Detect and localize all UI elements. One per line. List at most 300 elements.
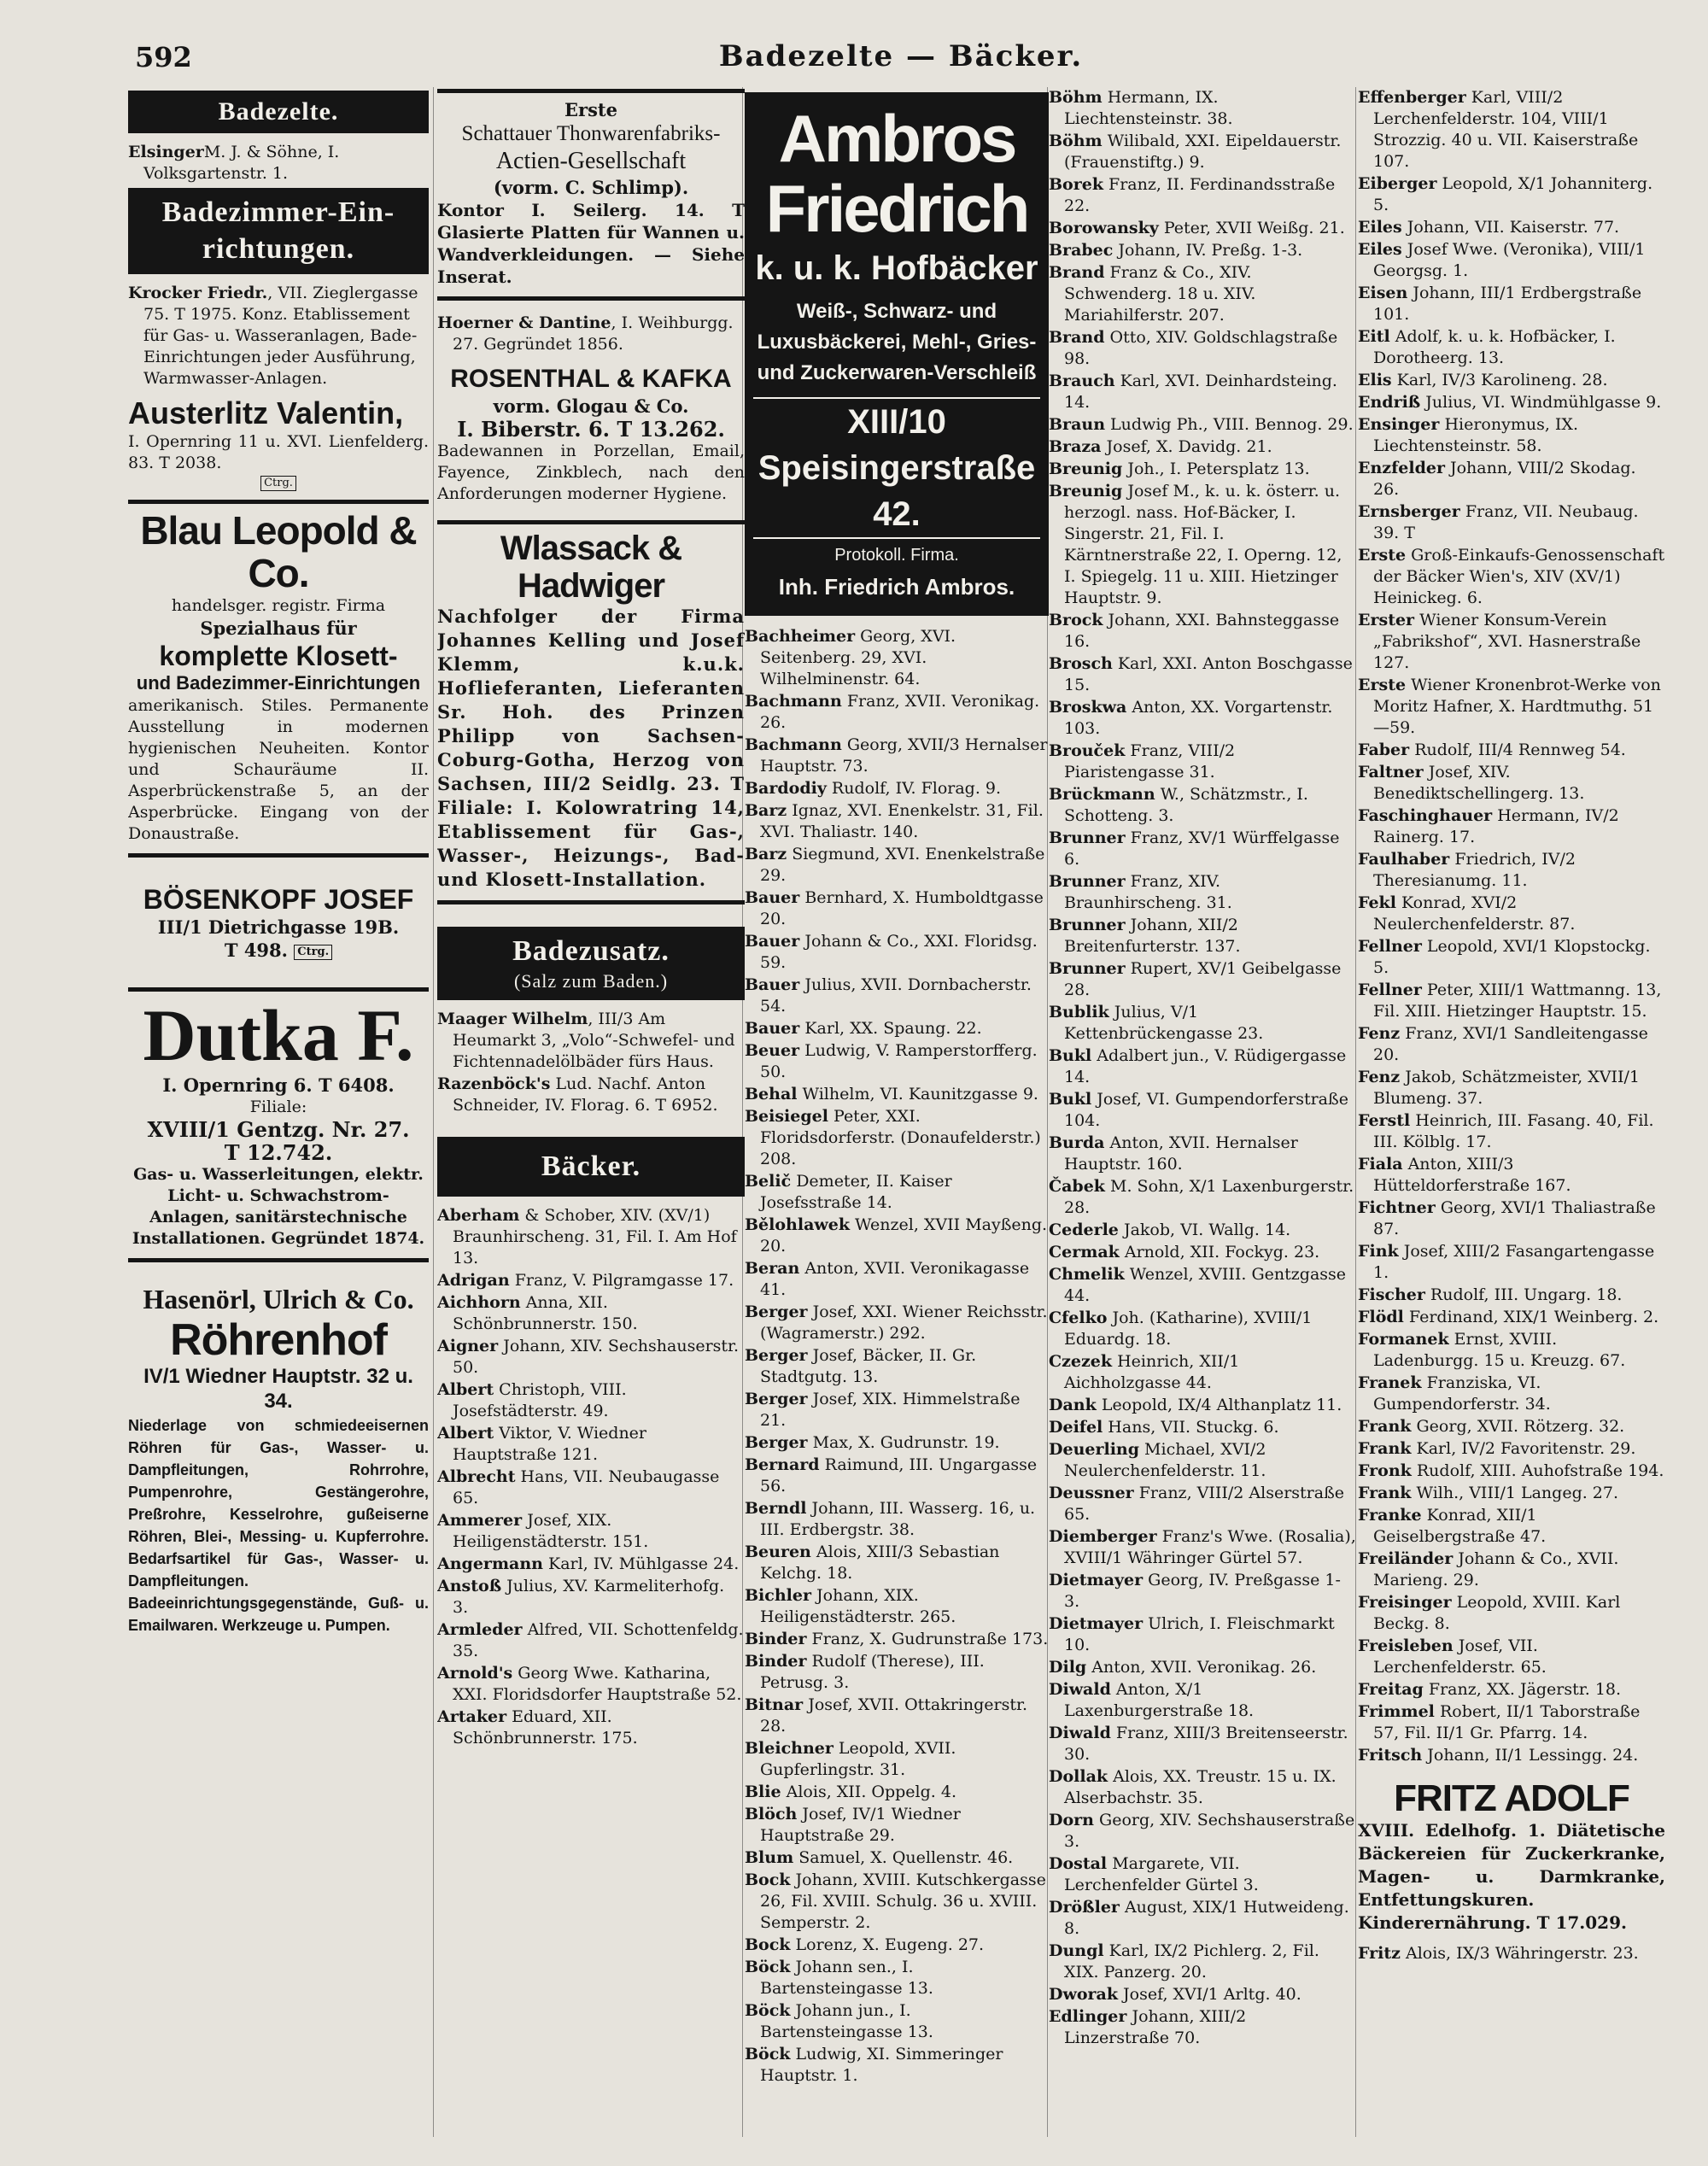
list-item	[1049, 784, 1356, 827]
entry-text: Johann, XXI. Bahnsteggasse 16.	[1064, 611, 1340, 651]
entry-text: Hermann, IV/2 Rainerg. 17.	[1373, 806, 1619, 846]
entry-text: Karl, IV/3 Karolineng. 28.	[1391, 371, 1608, 389]
ad-fritz-adolf: FRITZ ADOLF XVIII. Edelhofg. 1. Diätetische Bäckereien für Zuckerkranke, Magen- u. Darmkranke, Entfettungskuren. Kinderernährung. T 17.029.	[1358, 1777, 1665, 1934]
list-item	[1049, 1984, 1356, 2005]
entry-name: Barz	[745, 844, 787, 863]
entry-name: Fronk	[1358, 1461, 1412, 1480]
entry-name: Diemberger	[1049, 1527, 1157, 1546]
entry-name: Ferstl	[1358, 1111, 1411, 1130]
list-item	[745, 844, 1049, 887]
entry-name: Böhm	[1049, 132, 1103, 150]
list-item	[1358, 283, 1665, 325]
entry-text: Johann, VII. Kaiserstr. 77.	[1401, 218, 1620, 237]
list-item	[1049, 1483, 1356, 1525]
list-item	[1049, 871, 1356, 914]
list-item	[745, 1935, 1049, 1956]
entry-text: Siegmund, XVI. Enenkelstraße 29.	[760, 844, 1045, 885]
entry-text: Alois, IX/3 Währingerstr. 23.	[1400, 1944, 1639, 1964]
entry-name: Freisleben	[1358, 1636, 1454, 1655]
baecker-list	[1049, 87, 1356, 2049]
list-item	[1358, 1023, 1665, 1066]
entry-text: Konrad, XVI/2 Neulerchenfelderstr. 87.	[1373, 893, 1576, 934]
entry-text: Friedrich, IV/2 Theresianumg. 11.	[1373, 850, 1576, 890]
entry-name: Broskwa	[1049, 698, 1127, 717]
entry-name: Fellner	[1358, 937, 1422, 956]
entry-name: Bublik	[1049, 1003, 1109, 1022]
list-item	[1049, 327, 1356, 370]
entry-text: Ulrich, I. Fleischmarkt 10.	[1064, 1614, 1335, 1654]
list-item	[1358, 1745, 1665, 1766]
entry-text: Peter, XVII Weißg. 21.	[1158, 219, 1345, 237]
entry-text: Konrad, XII/1 Geiselbergstraße 47.	[1373, 1506, 1547, 1546]
list-item	[1358, 173, 1665, 216]
entry-text: Hans, VII. Stuckg. 6.	[1103, 1418, 1279, 1437]
entry-text: Johann, II/1 Lessingg. 24.	[1422, 1746, 1639, 1765]
list-item	[745, 2000, 1049, 2043]
entry-name: Dilg	[1049, 1658, 1087, 1677]
list-item	[1049, 697, 1356, 740]
baecker-list	[437, 1205, 745, 1749]
column-2	[437, 87, 745, 2137]
list-item	[745, 1957, 1049, 1999]
list-item	[1049, 1045, 1356, 1088]
entry-text: Hieronymus, IX. Liechtensteinstr. 58.	[1373, 415, 1578, 455]
entry-name: Fritz	[1358, 1944, 1401, 1964]
entry-name: Dorn	[1049, 1811, 1094, 1829]
entry-text: Ferdinand, XIX/1 Weinberg. 2.	[1403, 1308, 1659, 1326]
entry-text: Georg, XVI. Seitenberg. 29, XVI. Wilhelminenstr. 64.	[760, 626, 956, 688]
list-item	[437, 1205, 745, 1269]
list-item	[745, 1084, 1049, 1105]
list-item	[745, 1018, 1049, 1039]
entry-name: Franke	[1358, 1506, 1422, 1525]
entry-name: Albrecht	[437, 1467, 516, 1487]
entry-name: Bauer	[745, 931, 800, 951]
entry-text: Ludwig Ph., VIII. Bennog. 29.	[1105, 415, 1354, 434]
entry-text: Joh., I. Petersplatz 13.	[1122, 460, 1310, 478]
entry-name: Angermann	[437, 1554, 543, 1574]
entry-name: Cederle	[1049, 1221, 1119, 1239]
entry-name: Belič	[745, 1171, 792, 1191]
entry-name: Breunig	[1049, 482, 1123, 501]
entry-text: Franz, XVII. Veronikag. 26.	[760, 691, 1040, 732]
list-item	[1049, 1417, 1356, 1438]
section-banner-badezusatz: Badezusatz. (Salz zum Baden.)	[437, 927, 745, 1000]
list-item	[1358, 610, 1665, 674]
list-item	[437, 1619, 745, 1662]
section-banner-badezimmer: Badezimmer-Ein- richtungen.	[128, 188, 429, 274]
entry-name: Bock	[745, 1935, 791, 1954]
entry-text: Karl, VIII/2 Lerchenfelderstr. 104, VIII/1 Strozzig. 40 u. VII. Kaiserstraße 107.	[1373, 88, 1639, 171]
entry-name: Formanek	[1358, 1330, 1449, 1349]
list-item	[1358, 217, 1665, 238]
divider	[128, 853, 429, 858]
list-item	[1358, 1416, 1665, 1437]
list-item	[1049, 1570, 1356, 1613]
list-item	[1049, 371, 1356, 413]
baecker-list	[1358, 1943, 1665, 1964]
entry-name: Aichhorn	[437, 1293, 521, 1313]
entry-text: Karl, XVI. Deinhardsteing. 14.	[1064, 372, 1337, 412]
entry-text: Josef Wwe. (Veronika), VIII/1 Georgsg. 1.	[1373, 240, 1646, 280]
entry-name: Beuren	[745, 1542, 811, 1561]
entry-text: Hermann, IX. Liechtensteinstr. 38.	[1064, 88, 1233, 128]
entry-text: Johann, IV. Preßg. 1-3.	[1113, 241, 1303, 260]
divider	[128, 1258, 429, 1262]
list-item	[1358, 1438, 1665, 1460]
entry-text: Wilibald, XXI. Eipeldauerstr. (Frauenstiftg.) 9.	[1064, 132, 1342, 172]
entry-text: M. Sohn, X/1 Laxenburgerstr. 28.	[1064, 1177, 1354, 1217]
list-item	[1358, 545, 1665, 609]
entry-name: Beuer	[745, 1040, 800, 1060]
entry-name: Diwald	[1049, 1680, 1111, 1699]
entry-name: Franek	[1358, 1373, 1422, 1392]
entry-name: Beisiegel	[745, 1106, 828, 1126]
entry-text: Josef, XXI. Wiener Reichsstr. (Wagramerstr.) 292.	[760, 1302, 1048, 1343]
list-item	[1049, 1220, 1356, 1241]
list-item	[1358, 893, 1665, 935]
list-item	[1358, 1110, 1665, 1153]
entry-text: Arnold, XII. Fockyg. 23.	[1119, 1243, 1320, 1262]
baecker-list	[1358, 87, 1665, 1766]
list-item	[1358, 1241, 1665, 1284]
entry-text: Georg, XVII/3 Hernalser Hauptstr. 73.	[760, 735, 1048, 776]
entry-text: Viktor, V. Wiedner Hauptstraße 121.	[453, 1424, 647, 1465]
entry-name: Borek	[1049, 175, 1103, 194]
entry-name: Effenberger	[1358, 88, 1466, 107]
entry-text: Rudolf (Therese), III. Petrusg. 3.	[760, 1651, 985, 1692]
list-item	[1358, 239, 1665, 282]
entry-name: Edlinger	[1049, 2007, 1127, 2026]
entry-text: Franz, X. Gudrunstraße 173.	[806, 1629, 1049, 1648]
entry-text: Josef, VI. Gumpendorferstraße 104.	[1064, 1090, 1348, 1130]
entry-name: Flödl	[1358, 1308, 1404, 1326]
entry-name: Frank	[1358, 1439, 1412, 1458]
list-item	[1049, 610, 1356, 653]
list-item	[437, 1576, 745, 1619]
entry-text: Georg Wwe. Katharina, XXI. Floridsdorfer Hauptstraße 52.	[453, 1664, 742, 1705]
list-item	[1049, 436, 1356, 458]
list-item	[745, 1389, 1049, 1431]
entry-text: Joh. (Katharine), XVIII/1 Eduardg. 18.	[1064, 1308, 1313, 1349]
list-item	[1049, 1941, 1356, 1983]
entry-name: Böck	[745, 1957, 791, 1976]
entry-text: Eduard, XII. Schönbrunnerstr. 175.	[453, 1707, 638, 1748]
page-number: 592	[135, 41, 192, 73]
divider	[437, 89, 745, 93]
list-item: Maager Wilhelm, III/3 Am Heumarkt 3, „Volo“-Schwefel- und Fichtennadelölbäder fürs Haus.	[437, 1009, 735, 1071]
list-item	[1049, 1613, 1356, 1656]
entry-text: Johann jun., I. Bartensteingasse 13.	[760, 2000, 933, 2041]
entry-text: Franz & Co., XIV. Schwenderg. 18 u. XIV. Mariahilferstr. 207.	[1064, 263, 1256, 325]
entry-name: Bauer	[745, 1018, 800, 1038]
entry-name: Berndl	[745, 1498, 807, 1518]
list-item	[745, 2044, 1049, 2087]
column-rule	[433, 87, 434, 2137]
entry-text: Johann, VIII/2 Skodag. 26.	[1373, 459, 1636, 499]
list-item	[1358, 501, 1665, 544]
list-item	[1358, 805, 1665, 848]
entry-name: Binder	[745, 1629, 807, 1648]
entry-name: Freitag	[1358, 1680, 1424, 1699]
entry-name: Eiles	[1358, 240, 1402, 259]
list-item	[1049, 1897, 1356, 1940]
list-item	[1358, 1285, 1665, 1306]
entry-text: Hans, VII. Neubaugasse 65.	[453, 1467, 720, 1508]
entry-name: Brunner	[1049, 828, 1126, 847]
divider	[437, 520, 745, 524]
list-item	[1049, 1526, 1356, 1569]
list-item	[1358, 1483, 1665, 1504]
entry-text: Rupert, XV/1 Geibelgasse 28.	[1064, 959, 1342, 999]
entry-name: Böck	[745, 2044, 791, 2064]
entry-text: Karl, IX/2 Pichlerg. 2, Fil. XIX. Panzerg. 20.	[1064, 1941, 1319, 1982]
entry-name: Bleichner	[745, 1738, 834, 1758]
entry-text: Adolf, k. u. k. Hofbäcker, I. Dorotheerg. 13.	[1373, 327, 1616, 367]
entry-name: Drößler	[1049, 1898, 1120, 1917]
entry-name: Eisen	[1358, 284, 1408, 302]
entry-text: Josef, VII. Lerchenfelderstr. 65.	[1373, 1636, 1547, 1677]
list-item	[745, 1498, 1049, 1541]
entry-text: Anton, XX. Vorgartenstr. 103.	[1064, 698, 1333, 738]
list-item	[745, 626, 1049, 690]
entry-name: Dungl	[1049, 1941, 1104, 1960]
entry-name: Endriß	[1358, 393, 1421, 412]
list-item	[1358, 1701, 1665, 1744]
list-item	[1358, 1067, 1665, 1109]
entry-text: Georg, XIV. Sechshauserstraße 3.	[1064, 1811, 1355, 1851]
list-item	[437, 1270, 745, 1291]
list-item	[745, 778, 1049, 799]
entry-text: Karl, IV. Mühlgasse 24.	[542, 1554, 740, 1574]
list-item: Razenböck's Lud. Nachf. Anton Schneider, IV. Florag. 6. T 6952.	[437, 1074, 718, 1115]
entry-name: Braza	[1049, 437, 1102, 456]
list-item	[1049, 1308, 1356, 1350]
entry-text: Ignaz, XVI. Enenkelstr. 31, Fil. XVI. Thaliastr. 140.	[760, 800, 1044, 841]
entry-text: Anton, XIII/3 Hütteldorferstraße 167.	[1373, 1155, 1571, 1195]
entry-text: Franz, XIII/3 Breitenseerstr. 30.	[1064, 1724, 1348, 1764]
entry-name: Breunig	[1049, 460, 1123, 478]
list-item	[437, 1706, 745, 1749]
entry-text: Johann, XIX. Heiligenstädterstr. 265.	[760, 1585, 956, 1626]
entry-name: Deussner	[1049, 1484, 1134, 1502]
entry-text: Johann & Co., XVII. Marieng. 29.	[1373, 1549, 1619, 1589]
entry-name: Ernsberger	[1358, 502, 1460, 521]
entry-text: Johann & Co., XXI. Floridsg. 59.	[760, 931, 1038, 972]
entry-name: Cfelko	[1049, 1308, 1108, 1327]
list-item	[745, 1345, 1049, 1388]
entry-name: Faschinghauer	[1358, 806, 1493, 825]
list-item	[745, 1585, 1049, 1628]
entry-text: Michael, XVI/2 Neulerchenfelderstr. 11.	[1064, 1440, 1266, 1480]
baecker-list	[745, 626, 1049, 2087]
entry-name: Fink	[1358, 1242, 1399, 1261]
entry-text: Rudolf, XIII. Auhofstraße 194.	[1411, 1461, 1664, 1480]
entry-text: Christoph, VIII. Josefstädterstr. 49.	[453, 1380, 627, 1421]
entry-text: Rudolf, III/4 Rennweg 54.	[1409, 741, 1626, 759]
divider	[128, 987, 429, 992]
list-item	[1358, 87, 1665, 173]
entry-name: Czezek	[1049, 1352, 1113, 1371]
entry-name: Frank	[1358, 1484, 1412, 1502]
entry-text: W., Schätzmstr., I. Schotteng. 3.	[1064, 785, 1308, 825]
entry-text: Ludwig, V. Ramperstorfferg. 50.	[760, 1040, 1038, 1081]
entry-text: Peter, XXI. Floridsdorferstr. (Donaufelderstr.) 208.	[760, 1106, 1041, 1168]
list-item	[1049, 414, 1356, 436]
entry-text: Johann, XIV. Sechshauserstr. 50.	[453, 1337, 740, 1378]
entry-name: Brunner	[1049, 872, 1126, 891]
entry-text: Jakob, Schätzmeister, XVII/1 Blumeng. 37.	[1373, 1068, 1640, 1108]
ad-wlassack-hadwiger: Wlassack & Hadwiger Nachfolger der Firma Johannes Kelling und Josef Klemm, k.u.k. Hoflieferanten, Lieferanten Sr. Hoh. des Prinzen Philipp von Sachsen-Coburg-Gotha, Herzog von Sachsen, III/2 Seidlg. 23. T Filiale: I. Kolowratring 14, Etablissement für Gas-, Wasser-, Heizungs-, Bad- und Klosett-Installation.	[437, 529, 745, 890]
list-item	[1358, 1329, 1665, 1372]
list-item	[1049, 87, 1356, 130]
entry-name: Ammerer	[437, 1511, 523, 1531]
list-item	[1049, 1351, 1356, 1394]
list-item	[745, 1782, 1049, 1803]
ad-hasenoerl: Hasenörl, Ulrich & Co. Röhrenhof IV/1 Wiedner Hauptstr. 32 u. 34. Niederlage von schmiedeeisernen Röhren für Gas-, Wasser- u. Dampfleitungen, Rohrrohre, Pumpenrohre, Gestängerohre, Preßrohre, Kesselrohre, gußeiserne Röhren, Blei-, Messing- u. Kupferrohre. Bedarfsartikel für Gas-, Wasser- u. Dampfleitungen. Badeeinrichtungsgegenstände, Guß- u. Emailwaren. Werkzeuge u. Pumpen.	[128, 1284, 429, 1634]
entry-text: Robert, II/1 Taborstraße 57, Fil. II/1 Gr. Pfarrg. 14.	[1373, 1702, 1641, 1742]
entry-text: Wenzel, XVII Mayßeng. 20.	[760, 1215, 1048, 1256]
entry-name: Bock	[745, 1870, 791, 1889]
list-item	[1358, 370, 1665, 391]
entry-name: Cermak	[1049, 1243, 1120, 1262]
entry-text: Franz, VIII/2 Alserstraße 65.	[1064, 1484, 1345, 1524]
entry-text: Josef, X. Davidg. 21.	[1101, 437, 1272, 456]
entry-name: Bachmann	[745, 691, 842, 711]
entry-name: Brückmann	[1049, 785, 1155, 804]
entry-name: Binder	[745, 1651, 807, 1671]
list-item	[1358, 326, 1665, 369]
entry-name: Ensinger	[1358, 415, 1440, 434]
list-item	[745, 800, 1049, 843]
entry-text: Groß-Einkaufs-Genossenschaft der Bäcker Wien's, XIV (XV/1) Heinickeg. 6.	[1373, 546, 1665, 607]
entry-text: Anna, XII. Schönbrunnerstr. 150.	[453, 1293, 638, 1334]
entry-text: Leopold, XVII. Gupferlingstr. 31.	[760, 1738, 956, 1779]
entry-name: Brabec	[1049, 241, 1114, 260]
list-item	[1049, 1089, 1356, 1132]
entry-text: Julius, V/1 Kettenbrückengasse 23.	[1064, 1003, 1264, 1043]
list-item	[437, 1292, 745, 1335]
entry-name: Bachheimer	[745, 626, 856, 646]
entry-name: Deuerling	[1049, 1440, 1140, 1459]
list-item	[745, 931, 1049, 974]
running-title: Badezelte — Bäcker.	[718, 39, 1084, 73]
entry-text: Johann sen., I. Bartensteingasse 13.	[760, 1957, 933, 1998]
entry-text: Anton, X/1 Laxenburgerstraße 18.	[1064, 1680, 1255, 1720]
ad-rosenthal-kafka: ROSENTHAL & KAFKA vorm. Glogau & Co. I. Biberstr. 6. T 13.262. Badewannen in Porzellan, Email, Fayence, Zinkblech, nach den Anforderungen moderner Hygiene.	[437, 364, 745, 503]
entry-text: Wenzel, XVIII. Gentzgasse 44.	[1064, 1265, 1347, 1305]
entry-name: Dietmayer	[1049, 1614, 1144, 1633]
list-item	[1049, 1766, 1356, 1809]
entry-text: Karl, XXI. Anton Boschgasse 15.	[1064, 654, 1353, 694]
entry-text: Franz, V. Pilgramgasse 17.	[509, 1271, 734, 1291]
entry-text: Johann, XVIII. Kutschkergasse 26, Fil. XVIII. Schulg. 36 u. XVIII. Semperstr. 2.	[760, 1870, 1046, 1932]
entry-text: Demeter, II. Kaiser Josefsstraße 14.	[760, 1171, 952, 1212]
list-item	[1358, 1636, 1665, 1678]
entry-text: Georg, XVI/1 Thaliastraße 87.	[1373, 1198, 1656, 1238]
entry-text: Josef, XVII. Ottakringerstr. 28.	[760, 1695, 1028, 1736]
entry-name: Eitl	[1358, 327, 1390, 346]
list-item	[437, 1379, 745, 1422]
list-item	[1049, 174, 1356, 217]
entry-name: Fichtner	[1358, 1198, 1436, 1217]
entry-name: Berger	[745, 1345, 808, 1365]
entry-name: Brouček	[1049, 741, 1126, 760]
entry-text: Josef, IV/1 Wiedner Hauptstraße 29.	[760, 1804, 961, 1845]
column-1	[128, 87, 429, 2137]
entry-text: Franz, XX. Jägerstr. 18.	[1423, 1680, 1622, 1699]
entry-name: Frimmel	[1358, 1702, 1435, 1721]
entry-text: Josef, XIX. Heiligenstädterstr. 151.	[453, 1511, 649, 1552]
entry-text: Rudolf, III. Ungarg. 18.	[1424, 1285, 1623, 1304]
entry-name: Deifel	[1049, 1418, 1103, 1437]
list-item	[745, 1302, 1049, 1344]
list-item	[1358, 1197, 1665, 1240]
entry-name: Borowansky	[1049, 219, 1159, 237]
entry-name: Erste	[1358, 546, 1407, 565]
list-item	[745, 887, 1049, 930]
entry-text: Raimund, III. Ungargasse 56.	[760, 1455, 1038, 1496]
list-item	[1049, 131, 1356, 173]
entry-text: August, XIX/1 Hutweideng. 8.	[1064, 1898, 1349, 1938]
entry-text: Leopold, XVIII. Karl Beckg. 8.	[1373, 1593, 1621, 1633]
list-item	[437, 1466, 745, 1509]
list-item	[745, 1171, 1049, 1214]
list-item	[745, 1847, 1049, 1869]
list-item: Hoerner & Dantine, I. Weihburgg. 27. Gegründet 1856.	[437, 313, 734, 354]
entry-name: Berger	[745, 1432, 808, 1452]
list-item	[1049, 1439, 1356, 1482]
entry-text: Josef M., k. u. k. österr. u. herzogl. nass. Hof-Bäcker, I. Singerstr. 21, Fil. I. Kärntnerstraße 22, I. Operng. 12, I. Spiegelg. 11 u. XIII. Hietzinger Hauptstr. 9.	[1064, 482, 1342, 607]
entry-text: Franz's Wwe. (Rosalia), XVIII/1 Währinger Gürtel 57.	[1064, 1527, 1356, 1567]
list-item	[745, 1215, 1049, 1257]
entry-text: Franz, XIV. Braunhirscheng. 31.	[1064, 872, 1232, 912]
entry-name: Chmelik	[1049, 1265, 1125, 1284]
entry-text: Anton, XVII. Veronikag. 26.	[1086, 1658, 1317, 1677]
entry-name: Eiberger	[1358, 174, 1437, 193]
page-header	[128, 34, 1674, 85]
entry-name: Čabek	[1049, 1177, 1105, 1196]
ad-austerlitz: Austerlitz Valentin, I. Opernring 11 u. XVI. Lienfelderg. 83. T 2038. Ctrg.	[128, 395, 429, 489]
entry-text: Franz, II. Ferdinandsstraße 22.	[1064, 175, 1336, 215]
list-item	[1049, 1810, 1356, 1853]
entry-text: Margarete, VII. Lerchenfelder Gürtel 3.	[1064, 1854, 1259, 1894]
entry-text: & Schober, XIV. (XV/1) Braunhirscheng. 31, Fil. I. Am Hof 13.	[453, 1206, 737, 1268]
list-item	[1049, 1242, 1356, 1263]
entry-name: Bukl	[1049, 1090, 1092, 1109]
entry-name: Dietmayer	[1049, 1571, 1144, 1589]
entry-text: Leopold, IX/4 Althanplatz 11.	[1096, 1396, 1342, 1414]
entry-name: Brunner	[1049, 959, 1126, 978]
entry-text: Rudolf, IV. Florag. 9.	[826, 778, 1002, 798]
entry-name: Faber	[1358, 741, 1410, 759]
entry-name: Brand	[1049, 328, 1105, 347]
entry-name: Bauer	[745, 975, 800, 994]
entry-text: Jakob, VI. Wallg. 14.	[1118, 1221, 1291, 1239]
list-item	[1049, 218, 1356, 239]
ad-ambros-friedrich: Ambros Friedrich k. u. k. Hofbäcker Weiß-, Schwarz- und Luxusbäckerei, Mehl-, Gries- und Zuckerwaren-Verschleiß XIII/10 Speisingerstraße 42. Protokoll. Firma. Inh. Friedrich Ambros.	[745, 92, 1049, 616]
entry-text: Peter, XIII/1 Wattmanng. 13, Fil. XIII. Hietzinger Hauptstr. 15.	[1373, 981, 1662, 1021]
entry-text: Alois, XII. Oppelg. 4.	[781, 1782, 956, 1801]
entry-name: Fritsch	[1358, 1746, 1423, 1765]
ad-boesenkopf: BÖSENKOPF JOSEF III/1 Dietrichgasse 19B. T 498. Ctrg.	[143, 883, 414, 962]
list-item	[745, 1106, 1049, 1170]
list-item	[1049, 1176, 1356, 1219]
entry-name: Bardodiy	[745, 778, 827, 798]
list-item	[1358, 1592, 1665, 1635]
entry-name: Berger	[745, 1302, 808, 1321]
column-3	[745, 87, 1049, 2137]
